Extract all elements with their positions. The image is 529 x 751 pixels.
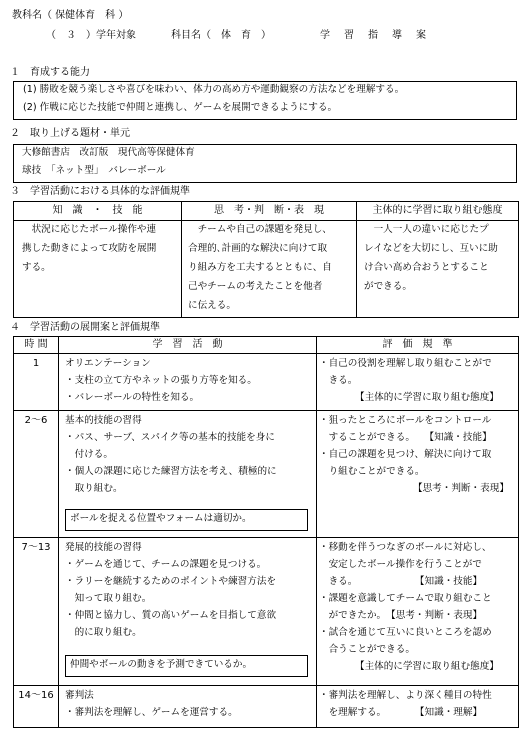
criteria-line: 【思考・判断・表現】 — [413, 483, 509, 494]
criteria-line: ・自己の課題を見つけ、解決に向けて取 — [319, 449, 492, 460]
table-row — [14, 354, 519, 411]
criteria-header-knowledge: 知 識 ・ 技 能 — [14, 202, 182, 221]
criteria-line: 己やチームの考えたことを他者 — [188, 281, 323, 292]
subject-label: 教科名（ 保健体育 科 ） — [12, 10, 129, 21]
criteria-line: 安定したボール操作を行うことがで — [319, 559, 482, 570]
time-value: 1 — [32, 358, 40, 369]
activity-cell — [59, 354, 317, 411]
criteria-line: ができる。 — [364, 281, 412, 292]
section-1-title: １ 育成する能力 — [10, 67, 90, 78]
criteria-line: 一人一人の違いに応じたプ — [364, 224, 489, 235]
criteria-line: け合い高め合おうとすること — [364, 262, 489, 273]
activity-line: 付ける。 — [65, 449, 113, 460]
criteria-table — [13, 201, 519, 318]
activity-cell — [59, 411, 317, 538]
criteria-line: 合理的､計画的な解決に向けて取 — [188, 243, 328, 254]
criteria-line: り組み方を工夫するとともに、自 — [188, 262, 332, 273]
activity-line: オリエンテーション — [65, 358, 151, 369]
time-value: 14～16 — [18, 690, 54, 701]
criteria-line: することができる。 【知識・技能】 — [319, 432, 492, 443]
time-cell — [14, 411, 59, 538]
section-2-title: ２ 取り上げる題材・単元 — [10, 128, 130, 139]
criteria-line: ができたか。 【思考・判断・表現】 — [319, 610, 483, 621]
criteria-line: チームや自己の課題を発見し、 — [188, 224, 332, 235]
activity-line: ・ゲームを通じて、チームの課題を見つける。 — [65, 559, 267, 570]
activity-line: ・支柱の立て方やネットの張り方等を知る。 — [65, 375, 257, 386]
criteria-line: ・試合を通じて互いに良いところを認め — [319, 627, 492, 638]
activity-line: 審判法 — [65, 690, 94, 701]
plan-header-activity: 学 習 活 動 — [59, 337, 317, 354]
activity-line: 取り組む。 — [65, 483, 123, 494]
criteria-cell — [317, 354, 519, 411]
criteria-line: を理解する。 【知識・理解】 — [319, 707, 483, 718]
table-row — [14, 411, 519, 538]
criteria-header-attitude: 主体的に学習に取り組む態度 — [357, 202, 519, 221]
topic-line: 大修館書店 改訂版 現代高等保健体育 — [22, 147, 195, 158]
criteria-line: きる。 【知識・技能】 — [319, 576, 483, 587]
criteria-line: に伝える。 — [188, 300, 236, 311]
activity-cell — [59, 538, 317, 686]
activity-line: ・仲間と協力し、質の高いゲームを目指して意欲 — [65, 610, 277, 621]
activity-line: 知って取り組む。 — [65, 593, 152, 604]
criteria-thinking-cell — [182, 221, 357, 318]
criteria-line: ・自己の役割を理解し取り組むことがで — [319, 358, 492, 369]
ability-item: (1) 勝敗を競う楽しさや喜びを味わい、体力の高め方や運動観察の方法などを理解する。 — [23, 84, 405, 95]
time-cell — [14, 354, 59, 411]
document-title: 学 習 指 導 案 — [320, 30, 428, 41]
criteria-cell — [317, 538, 519, 686]
criteria-line: レイなどを大切にし、互いに助 — [364, 243, 498, 254]
criteria-line: する。 — [22, 262, 51, 273]
topic-box — [13, 144, 517, 183]
criteria-cell — [317, 411, 519, 538]
section-3-title: ３ 学習活動における具体的な評価規準 — [10, 186, 190, 197]
check-point-box: ボールを捉える位置やフォームは適切か。 — [65, 509, 308, 531]
criteria-line: 状況に応じたボール操作や連 — [22, 224, 157, 235]
criteria-header-thinking: 思 考・判 断・表 現 — [182, 202, 357, 221]
ability-box — [13, 81, 517, 120]
criteria-line: 合うことができる。 — [319, 644, 415, 655]
criteria-line: り組むことができる。 — [319, 466, 425, 477]
criteria-line: ・審判法を理解し、より深く種目の特性 — [319, 690, 492, 701]
activity-line: ・個人の課題に応じた練習方法を考え、積極的に — [65, 466, 277, 477]
criteria-line: ・移動を伴うつなぎのボールに対応し、 — [319, 542, 492, 553]
criteria-line: きる。 — [319, 375, 358, 386]
table-row — [14, 538, 519, 686]
criteria-line: 【主体的に学習に取り組む態度】 — [355, 392, 499, 403]
plan-header-criteria: 評 価 規 準 — [317, 337, 519, 354]
plan-header-time: 時 間 — [14, 337, 59, 354]
time-value: 7～13 — [21, 542, 51, 553]
plan-table — [13, 336, 519, 728]
activity-line: ・ラリーを継続するためのポイントや練習方法を — [65, 576, 277, 587]
activity-line: 発展的技能の習得 — [65, 542, 142, 553]
criteria-cell — [317, 686, 519, 728]
activity-line: 基本的技能の習得 — [65, 415, 142, 426]
activity-line: ・パス、サーブ、スパイク等の基本的技能を身に — [65, 432, 275, 443]
table-row — [14, 686, 519, 728]
criteria-knowledge-cell — [14, 221, 182, 318]
check-point-box: 仲間やボールの動きを予測できているか。 — [65, 655, 308, 677]
criteria-line: ・課題を意識してチームで取り組むこと — [319, 593, 492, 604]
topic-line: 球技 「ネット型」 バレーボール — [22, 165, 166, 176]
time-cell — [14, 538, 59, 686]
activity-line: 的に取り組む。 — [65, 627, 142, 638]
activity-line: ・バレーボールの特性を知る。 — [65, 392, 200, 403]
ability-item: (2) 作戦に応じた技能で仲間と連携し、ゲームを展開できるようにする。 — [23, 102, 338, 113]
activity-line: ・審判法を理解し、ゲームを運営する。 — [65, 707, 238, 718]
time-value: 2～6 — [24, 415, 48, 426]
criteria-attitude-cell — [357, 221, 519, 318]
section-4-title: ４ 学習活動の展開案と評価規準 — [10, 322, 160, 333]
time-cell — [14, 686, 59, 728]
criteria-line: 携した動きによって攻防を展開 — [22, 243, 157, 254]
criteria-line: 【主体的に学習に取り組む態度】 — [355, 661, 499, 672]
activity-cell — [59, 686, 317, 728]
grade-label: （ ３ ）学年対象 — [46, 30, 136, 41]
course-label: 科目名（ 体 育 ） — [171, 30, 271, 41]
criteria-line: ・狙ったところにボールをコントロール — [319, 415, 492, 426]
